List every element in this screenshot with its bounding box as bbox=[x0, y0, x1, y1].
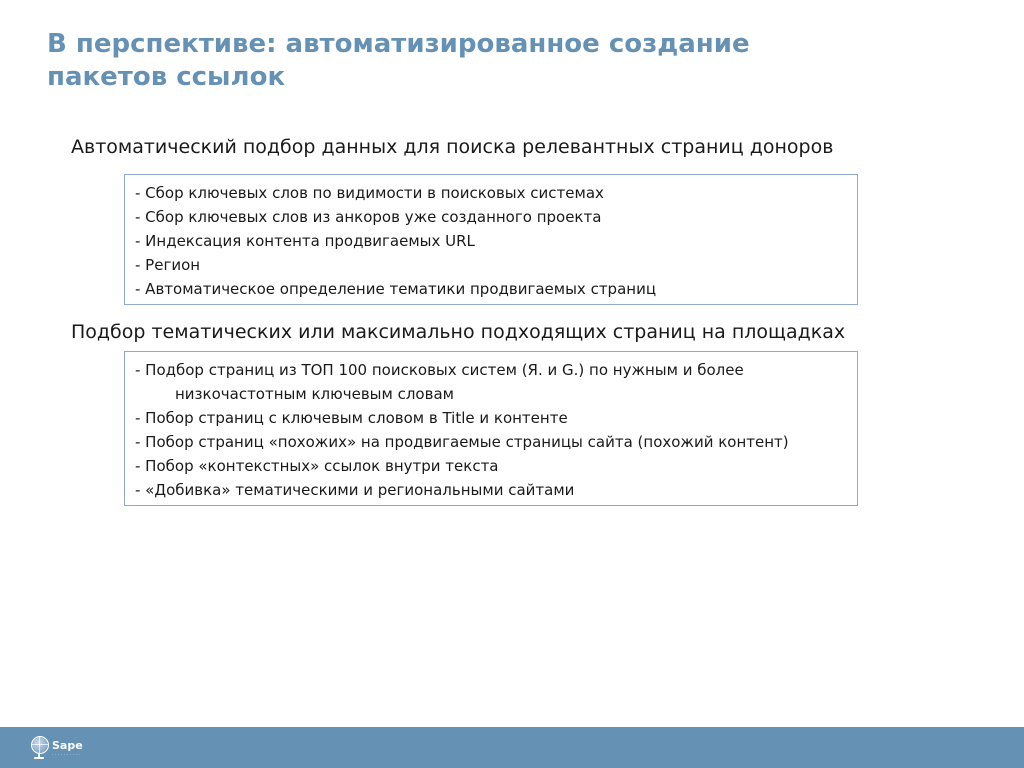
slide-title bbox=[47, 28, 947, 94]
data-collection-list bbox=[135, 181, 847, 301]
logo-name: Sape bbox=[52, 738, 83, 752]
list-item: - Сбор ключевых слов по видимости в поисковых системах bbox=[135, 184, 604, 202]
list-item: - Автоматическое определение тематики продвигаемых страниц bbox=[135, 280, 657, 298]
footer-bar bbox=[0, 727, 1024, 768]
list-item: - Побор «контекстных» ссылок внутри текста bbox=[135, 457, 499, 475]
list-item: - Побор страниц «похожих» на продвигаемые страницы сайта (похожий контент) bbox=[135, 433, 789, 451]
globe-icon bbox=[30, 736, 50, 760]
list-item: - Регион bbox=[135, 256, 201, 274]
sape-logo bbox=[30, 735, 83, 761]
list-item-line-2: низкочастотным ключевым словам bbox=[175, 385, 454, 403]
list-item: - Сбор ключевых слов из анкоров уже созданного проекта bbox=[135, 208, 602, 226]
list-item bbox=[135, 358, 847, 406]
page-selection-box bbox=[124, 351, 858, 506]
section-heading-data-collection: Автоматический подбор данных для поиска релевантных страниц доноров bbox=[71, 136, 834, 158]
data-collection-box bbox=[124, 174, 858, 305]
slide-title-line-1: В перспективе: автоматизированное создание bbox=[47, 29, 750, 59]
slide-title-line-2: пакетов ссылок bbox=[47, 62, 286, 92]
list-item: - Побор страниц с ключевым словом в Title и контенте bbox=[135, 409, 568, 427]
list-item-line-1: - Подбор страниц из ТОП 100 поисковых систем (Я. и G.) по нужным и более bbox=[135, 361, 744, 379]
section-heading-page-selection: Подбор тематических или максимально подходящих страниц на площадках bbox=[71, 321, 846, 343]
list-item: - «Добивка» тематическими и региональными сайтами bbox=[135, 481, 575, 499]
page-selection-list bbox=[135, 358, 847, 502]
list-item: - Индексация контента продвигаемых URL bbox=[135, 232, 475, 250]
logo-tagline: · · · · · · · · · · bbox=[52, 751, 80, 757]
